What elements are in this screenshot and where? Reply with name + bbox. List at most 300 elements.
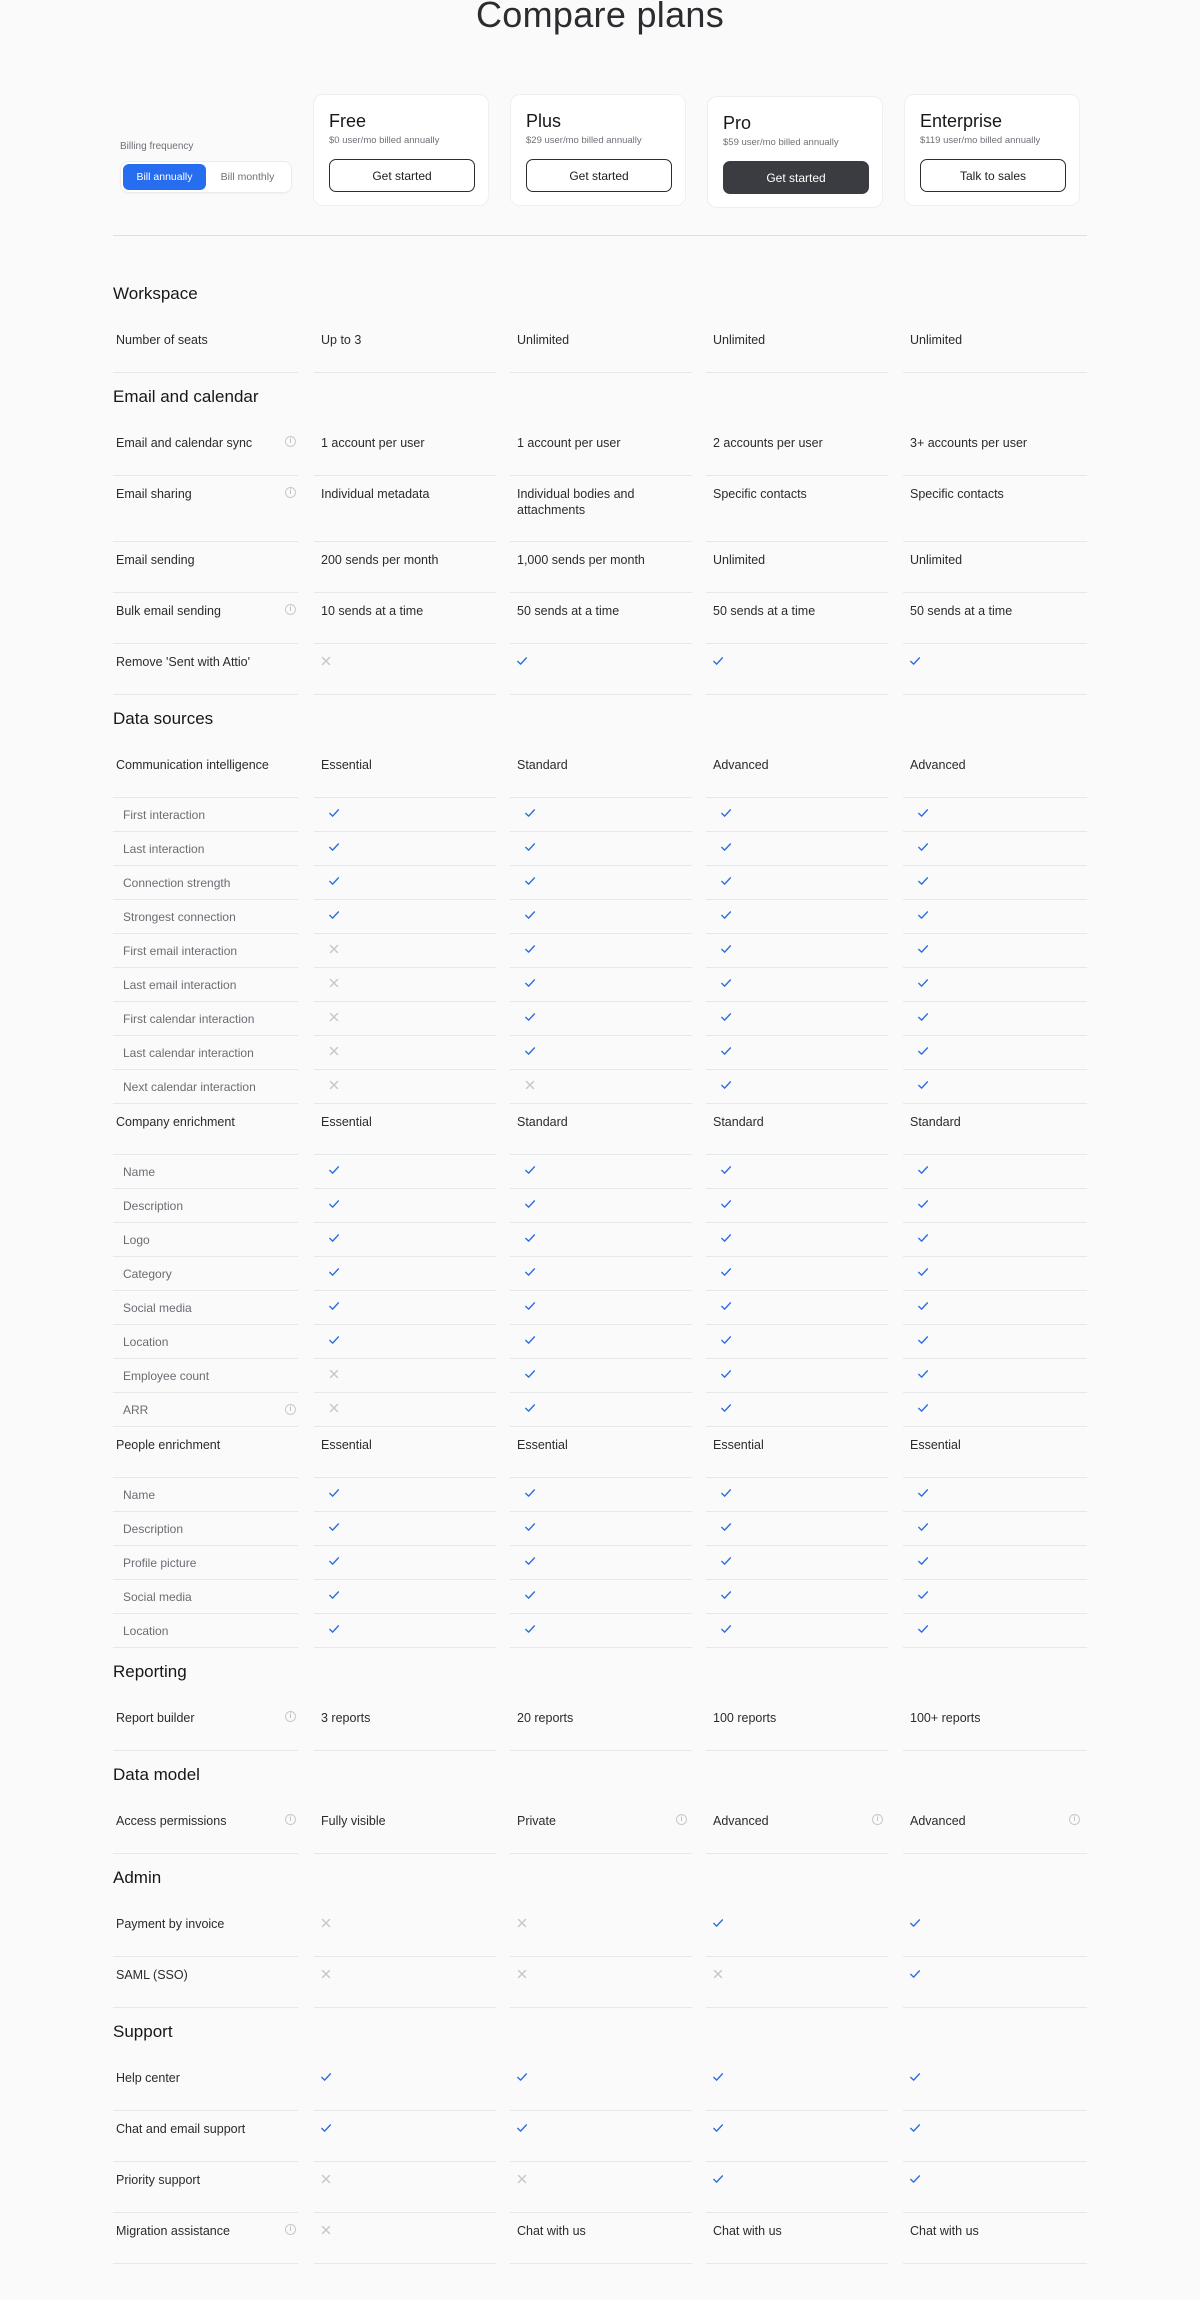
value-cell-pro [706, 1803, 888, 1854]
check-icon [328, 1300, 340, 1312]
section-title: Data sources [113, 709, 214, 728]
check-icon [524, 943, 536, 955]
plan-card-enterprise [904, 94, 1080, 206]
feature-label-cell [113, 747, 298, 798]
plan-value: Specific contacts [713, 487, 807, 501]
value-cell-plus [510, 900, 692, 934]
check-icon [917, 807, 929, 819]
value-cell-pro [706, 1427, 888, 1478]
value-cell-enterprise [903, 1906, 1087, 1957]
feature-subrow [0, 934, 1200, 968]
check-icon [524, 977, 536, 989]
feature-label-cell [113, 1359, 298, 1393]
feature-label: Email sharing [116, 487, 192, 501]
cross-icon [328, 1079, 340, 1091]
feature-label: Priority support [116, 2173, 201, 2187]
value-cell-plus [510, 1036, 692, 1070]
check-icon [524, 1487, 536, 1499]
plan-card-free [313, 94, 489, 206]
value-cell-plus [510, 1189, 692, 1223]
plan-value: Chat with us [910, 2224, 979, 2238]
check-icon [917, 943, 929, 955]
value-cell-free [314, 832, 496, 866]
value-cell-enterprise [903, 1291, 1087, 1325]
plan-value: Specific contacts [910, 487, 1004, 501]
feature-row [0, 2060, 1200, 2111]
value-cell-plus [510, 1580, 692, 1614]
feature-label: Profile picture [123, 1556, 197, 1570]
value-cell-pro [706, 1393, 888, 1427]
plan-value: 10 sends at a time [321, 604, 424, 618]
feature-label-cell [113, 1906, 298, 1957]
check-icon [917, 1368, 929, 1380]
check-icon [909, 1968, 921, 1980]
plan-value: Essential [321, 1115, 372, 1129]
value-cell-free [314, 1700, 496, 1751]
check-icon [720, 841, 732, 853]
cross-icon [516, 2173, 528, 2185]
value-cell-free [314, 1359, 496, 1393]
feature-label-cell [113, 476, 298, 542]
value-cell-enterprise [903, 1155, 1087, 1189]
feature-label-cell [113, 1393, 298, 1427]
value-cell-pro [706, 1223, 888, 1257]
check-icon [720, 977, 732, 989]
check-icon [328, 1555, 340, 1567]
check-icon [720, 1521, 732, 1533]
plus-get-started-button[interactable]: Get started [526, 159, 672, 192]
value-cell-free [314, 322, 496, 373]
check-icon [320, 2122, 332, 2134]
feature-row [0, 425, 1200, 476]
check-icon [516, 2122, 528, 2134]
plan-value: Essential [517, 1438, 568, 1452]
plan-value: Unlimited [910, 553, 963, 567]
feature-label: Connection strength [123, 876, 231, 890]
value-cell-plus [510, 1070, 692, 1104]
value-cell-pro [706, 476, 888, 542]
value-cell-enterprise [903, 1803, 1087, 1854]
feature-subrow [0, 900, 1200, 934]
check-icon [917, 1300, 929, 1312]
check-icon [516, 655, 528, 667]
value-cell-enterprise [903, 1257, 1087, 1291]
feature-label: Employee count [123, 1369, 210, 1383]
check-icon [917, 909, 929, 921]
check-icon [524, 841, 536, 853]
value-cell-pro [706, 1359, 888, 1393]
value-cell-enterprise [903, 1223, 1087, 1257]
value-cell-pro [706, 832, 888, 866]
plan-name: Plus [526, 111, 562, 131]
feature-label-cell [113, 1257, 298, 1291]
feature-subrow [0, 1393, 1200, 1427]
feature-label: Payment by invoice [116, 1917, 225, 1931]
value-cell-enterprise [903, 934, 1087, 968]
bill-annually-option[interactable]: Bill annually [123, 164, 206, 190]
check-icon [720, 1402, 732, 1414]
cross-icon [328, 977, 340, 989]
value-cell-enterprise [903, 1546, 1087, 1580]
check-icon [524, 1164, 536, 1176]
feature-label: Description [123, 1199, 184, 1213]
feature-label: Migration assistance [116, 2224, 230, 2238]
value-cell-free [314, 1257, 496, 1291]
check-icon [909, 1917, 921, 1929]
plan-value: Unlimited [713, 333, 766, 347]
feature-label: Remove 'Sent with Attio' [116, 655, 251, 669]
value-cell-enterprise [903, 2111, 1087, 2162]
feature-label-cell [113, 1700, 298, 1751]
value-cell-enterprise [903, 2060, 1087, 2111]
feature-subrow [0, 1002, 1200, 1036]
plan-value: Fully visible [321, 1814, 386, 1828]
value-cell-pro [706, 2060, 888, 2111]
feature-label-cell [113, 1104, 298, 1155]
info-icon[interactable]: i [285, 2224, 296, 2235]
feature-label: Name [123, 1488, 156, 1502]
value-cell-free [314, 1580, 496, 1614]
check-icon [328, 1164, 340, 1176]
feature-label-cell [113, 542, 298, 593]
plan-value: 100 reports [713, 1711, 777, 1725]
value-cell-enterprise [903, 1393, 1087, 1427]
cross-icon [320, 1917, 332, 1929]
value-cell-free [314, 1957, 496, 2008]
plan-value: 3+ accounts per user [910, 436, 1028, 450]
value-cell-pro [706, 934, 888, 968]
check-icon [720, 1164, 732, 1176]
value-cell-free [314, 644, 496, 695]
feature-label: Social media [123, 1301, 192, 1315]
value-cell-enterprise [903, 1325, 1087, 1359]
feature-subrow [0, 1478, 1200, 1512]
value-cell-plus [510, 2060, 692, 2111]
plan-value: Standard [517, 758, 568, 772]
value-cell-free [314, 1478, 496, 1512]
check-icon [917, 1555, 929, 1567]
plan-value: Essential [713, 1438, 764, 1452]
feature-subrow [0, 1614, 1200, 1648]
plan-value: 20 reports [517, 1711, 574, 1725]
feature-label-cell [113, 1478, 298, 1512]
feature-row [0, 1427, 1200, 1478]
feature-label-cell [113, 1223, 298, 1257]
check-icon [524, 1555, 536, 1567]
check-icon [720, 1079, 732, 1091]
value-cell-pro [706, 644, 888, 695]
value-cell-free [314, 1803, 496, 1854]
value-cell-plus [510, 1393, 692, 1427]
feature-label: Last email interaction [123, 978, 237, 992]
check-icon [917, 1623, 929, 1635]
billing-frequency-label: Billing frequency [120, 141, 194, 152]
value-cell-enterprise [903, 1427, 1087, 1478]
section-title: Email and calendar [113, 387, 259, 406]
cross-icon [328, 943, 340, 955]
check-icon [524, 1334, 536, 1346]
check-icon [720, 1555, 732, 1567]
value-cell-pro [706, 542, 888, 593]
check-icon [328, 1487, 340, 1499]
feature-label: Chat and email support [116, 2122, 246, 2136]
feature-row [0, 1957, 1200, 2008]
plan-value: Essential [321, 1438, 372, 1452]
check-icon [524, 875, 536, 887]
feature-row [0, 2111, 1200, 2162]
value-cell-enterprise [903, 1580, 1087, 1614]
check-icon [917, 875, 929, 887]
feature-label: Logo [123, 1233, 150, 1247]
value-cell-enterprise [903, 1512, 1087, 1546]
check-icon [524, 909, 536, 921]
feature-label-cell [113, 934, 298, 968]
feature-subrow [0, 968, 1200, 1002]
value-cell-pro [706, 866, 888, 900]
value-cell-plus [510, 1223, 692, 1257]
cross-icon [328, 1011, 340, 1023]
pro-get-started-button[interactable]: Get started [723, 161, 869, 194]
value-cell-enterprise [903, 866, 1087, 900]
feature-label: People enrichment [116, 1438, 221, 1452]
value-cell-plus [510, 2162, 692, 2213]
value-cell-enterprise [903, 1614, 1087, 1648]
check-icon [524, 1521, 536, 1533]
plan-price: $0 user/mo billed annually [329, 135, 440, 146]
feature-row [0, 2213, 1200, 2264]
check-icon [712, 2173, 724, 2185]
feature-label-cell [113, 1427, 298, 1478]
value-cell-enterprise [903, 1957, 1087, 2008]
section-title: Data model [113, 1765, 200, 1784]
section-title: Admin [113, 1868, 162, 1887]
cross-icon [328, 1402, 340, 1414]
value-cell-free [314, 1906, 496, 1957]
check-icon [720, 1011, 732, 1023]
value-cell-plus [510, 934, 692, 968]
cross-icon [320, 2173, 332, 2185]
check-icon [720, 1198, 732, 1210]
plan-value: 1,000 sends per month [517, 553, 645, 567]
value-cell-enterprise [903, 798, 1087, 832]
feature-label-cell [113, 1614, 298, 1648]
check-icon [917, 1487, 929, 1499]
feature-label: Number of seats [116, 333, 208, 347]
value-cell-pro [706, 1478, 888, 1512]
value-cell-free [314, 1036, 496, 1070]
info-icon[interactable]: i [872, 1814, 883, 1825]
feature-label-cell [113, 832, 298, 866]
check-icon [328, 1334, 340, 1346]
check-icon [917, 1198, 929, 1210]
value-cell-free [314, 1393, 496, 1427]
check-icon [328, 1198, 340, 1210]
check-icon [712, 1917, 724, 1929]
plan-name: Free [329, 111, 367, 131]
check-icon [328, 1521, 340, 1533]
check-icon [917, 1045, 929, 1057]
feature-label-cell [113, 425, 298, 476]
info-icon[interactable]: i [1069, 1814, 1080, 1825]
section-title: Workspace [113, 284, 198, 303]
feature-label: Location [123, 1335, 169, 1349]
check-icon [712, 2122, 724, 2134]
value-cell-free [314, 1512, 496, 1546]
feature-subrow [0, 1036, 1200, 1070]
bill-monthly-option[interactable]: Bill monthly [220, 171, 275, 183]
value-cell-enterprise [903, 968, 1087, 1002]
info-icon[interactable]: i [285, 1814, 296, 1825]
plan-value: 50 sends at a time [517, 604, 620, 618]
check-icon [524, 1589, 536, 1601]
feature-label-cell [113, 1291, 298, 1325]
check-icon [720, 1232, 732, 1244]
value-cell-enterprise [903, 900, 1087, 934]
feature-subrow [0, 798, 1200, 832]
value-cell-pro [706, 593, 888, 644]
check-icon [917, 977, 929, 989]
cross-icon [320, 2224, 332, 2236]
check-icon [524, 1368, 536, 1380]
feature-row [0, 1700, 1200, 1751]
value-cell-plus [510, 1325, 692, 1359]
value-cell-free [314, 968, 496, 1002]
plan-value: Essential [910, 1438, 961, 1452]
feature-label-cell [113, 2111, 298, 2162]
feature-label: First interaction [123, 808, 206, 822]
plan-value: 3 reports [321, 1711, 371, 1725]
talk-to-sales-button[interactable]: Talk to sales [920, 159, 1066, 192]
check-icon [320, 2071, 332, 2083]
value-cell-free [314, 2111, 496, 2162]
check-icon [328, 1266, 340, 1278]
free-get-started-button[interactable]: Get started [329, 159, 475, 192]
check-icon [720, 807, 732, 819]
check-icon [328, 807, 340, 819]
check-icon [720, 875, 732, 887]
info-icon[interactable]: i [285, 436, 296, 447]
info-icon[interactable]: i [285, 604, 296, 615]
feature-label-cell [113, 593, 298, 644]
billing-toggle [120, 161, 292, 193]
plan-value: 50 sends at a time [713, 604, 816, 618]
feature-label: Bulk email sending [116, 604, 221, 618]
feature-label: ARR [123, 1403, 149, 1417]
plan-value: Standard [713, 1115, 764, 1129]
feature-label: Help center [116, 2071, 180, 2085]
value-cell-plus [510, 866, 692, 900]
feature-label: Company enrichment [116, 1115, 235, 1129]
value-cell-pro [706, 425, 888, 476]
header-divider [113, 235, 1087, 236]
info-icon[interactable]: i [285, 1711, 296, 1722]
plan-value: Unlimited [517, 333, 570, 347]
cross-icon [516, 1917, 528, 1929]
feature-label: Communication intelligence [116, 758, 269, 772]
check-icon [909, 2071, 921, 2083]
plan-value: Unlimited [713, 553, 766, 567]
value-cell-enterprise [903, 1359, 1087, 1393]
info-icon[interactable]: i [285, 1404, 296, 1415]
value-cell-free [314, 1546, 496, 1580]
check-icon [909, 2173, 921, 2185]
feature-row [0, 322, 1200, 373]
value-cell-plus [510, 968, 692, 1002]
feature-row [0, 2162, 1200, 2213]
check-icon [720, 1266, 732, 1278]
value-cell-plus [510, 644, 692, 695]
value-cell-pro [706, 1546, 888, 1580]
value-cell-enterprise [903, 1036, 1087, 1070]
value-cell-free [314, 1070, 496, 1104]
value-cell-free [314, 900, 496, 934]
plan-value: Standard [910, 1115, 961, 1129]
value-cell-plus [510, 1614, 692, 1648]
feature-row [0, 1906, 1200, 1957]
feature-label-cell [113, 1036, 298, 1070]
plan-value: Essential [321, 758, 372, 772]
info-icon[interactable]: i [285, 487, 296, 498]
plan-value: Individual bodies and attachments [517, 487, 635, 517]
value-cell-free [314, 1223, 496, 1257]
feature-row [0, 1803, 1200, 1854]
feature-subrow [0, 1291, 1200, 1325]
value-cell-pro [706, 1104, 888, 1155]
value-cell-free [314, 593, 496, 644]
plan-value: Advanced [713, 1814, 769, 1828]
value-cell-pro [706, 968, 888, 1002]
feature-row [0, 476, 1200, 542]
plan-value: 200 sends per month [321, 553, 439, 567]
value-cell-pro [706, 1580, 888, 1614]
value-cell-enterprise [903, 1700, 1087, 1751]
value-cell-free [314, 1189, 496, 1223]
value-cell-pro [706, 1700, 888, 1751]
value-cell-pro [706, 1291, 888, 1325]
value-cell-plus [510, 832, 692, 866]
value-cell-pro [706, 900, 888, 934]
value-cell-free [314, 1614, 496, 1648]
plan-value: 1 account per user [517, 436, 621, 450]
value-cell-free [314, 1427, 496, 1478]
value-cell-plus [510, 1104, 692, 1155]
value-cell-pro [706, 1002, 888, 1036]
check-icon [328, 909, 340, 921]
check-icon [909, 655, 921, 667]
value-cell-plus [510, 1257, 692, 1291]
plan-value: Private [517, 1814, 556, 1828]
value-cell-plus [510, 1700, 692, 1751]
cross-icon [328, 1045, 340, 1057]
check-icon [524, 1232, 536, 1244]
value-cell-enterprise [903, 1002, 1087, 1036]
info-icon[interactable]: i [676, 1814, 687, 1825]
value-cell-pro [706, 1155, 888, 1189]
feature-label: First email interaction [123, 944, 238, 958]
value-cell-plus [510, 542, 692, 593]
value-cell-plus [510, 2213, 692, 2264]
feature-label-cell [113, 322, 298, 373]
plan-card-pro [707, 96, 883, 208]
plan-value: Advanced [713, 758, 769, 772]
value-cell-enterprise [903, 542, 1087, 593]
plan-value: Advanced [910, 758, 966, 772]
feature-row [0, 542, 1200, 593]
feature-label-cell [113, 644, 298, 695]
feature-subrow [0, 866, 1200, 900]
feature-label-cell [113, 1002, 298, 1036]
value-cell-enterprise [903, 2213, 1087, 2264]
